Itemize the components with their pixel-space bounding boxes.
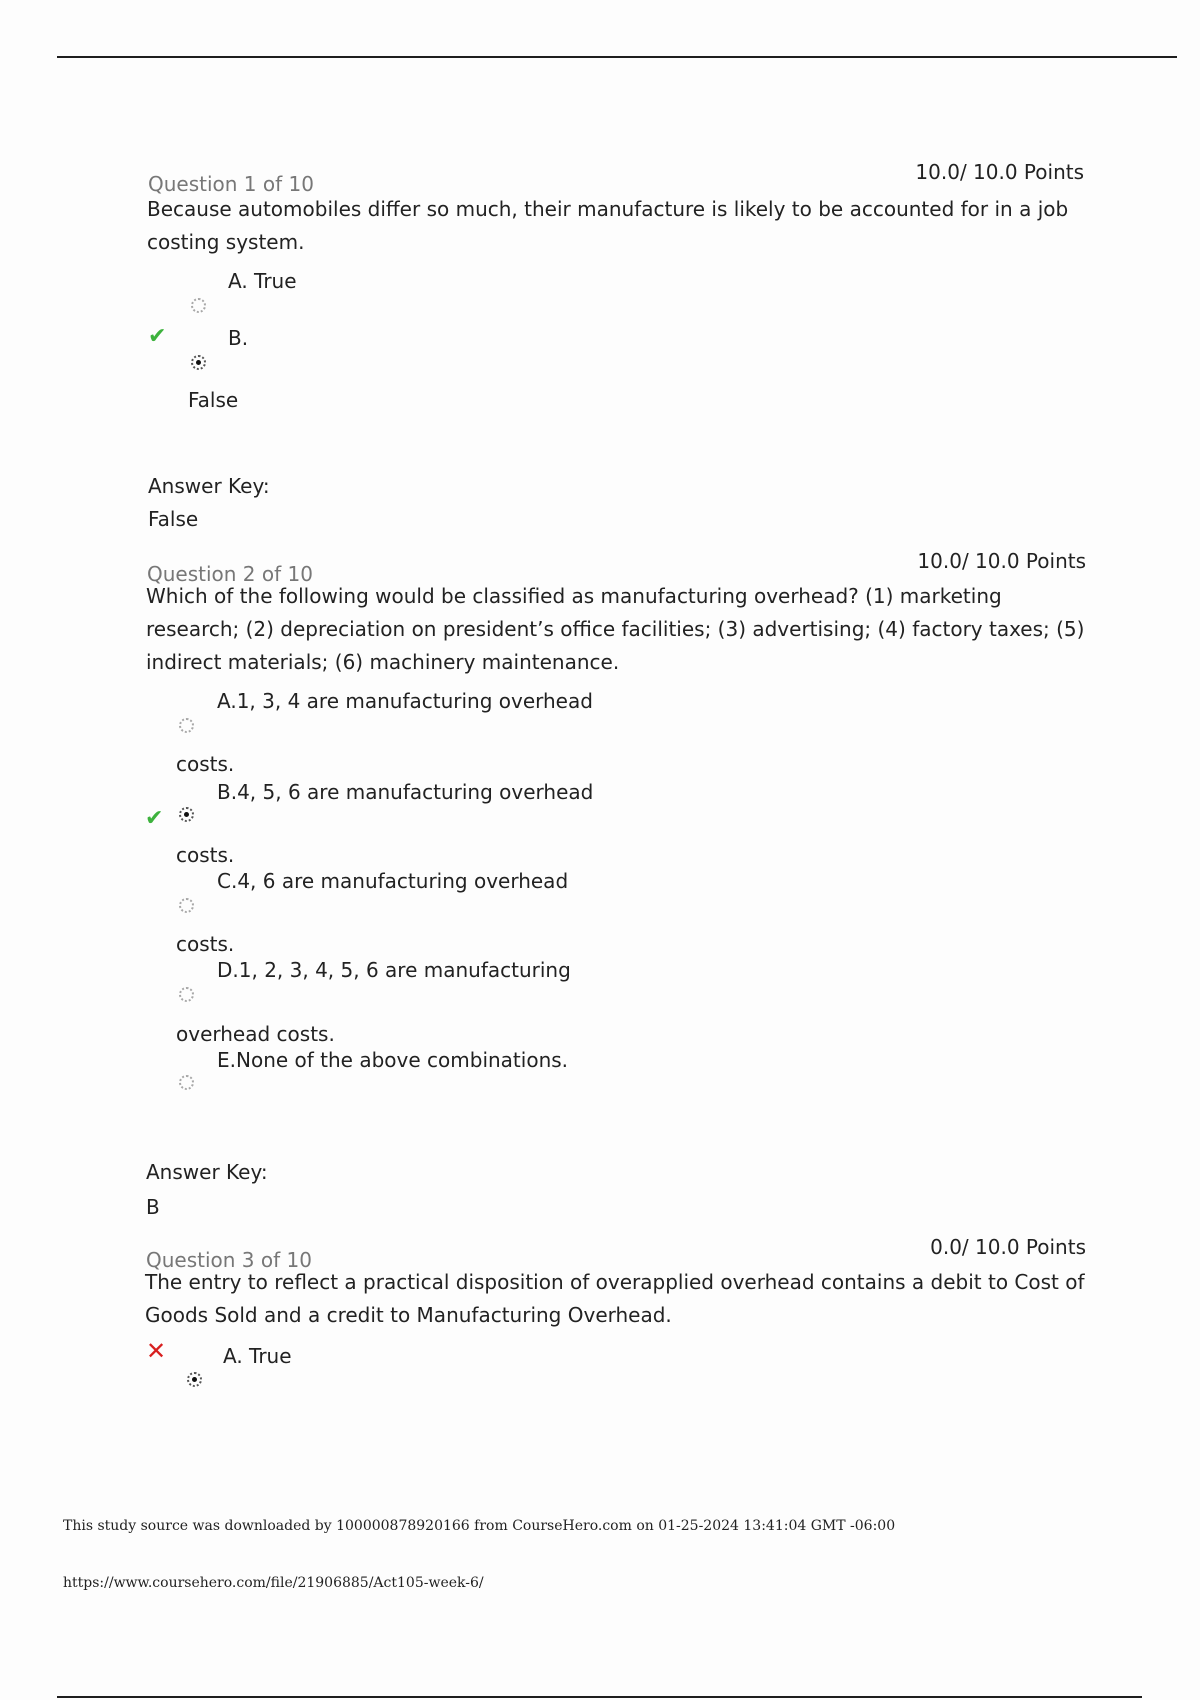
question-2-option-b-text: costs. (176, 843, 235, 867)
question-1-option-b-radio[interactable] (191, 355, 206, 370)
question-2-option-b-label: B.4, 5, 6 are manufacturing overhead (217, 780, 594, 804)
question-2-label: Question 2 of 10 (147, 562, 313, 586)
question-3-stem: The entry to reflect a practical disposition of overapplied overhead contains a debit to Cost of Goods Sold and a credit to Manufacturing Overhead. (145, 1270, 1085, 1327)
question-1-points: 10.0/ 10.0 Points (915, 160, 1084, 184)
question-1-label: Question 1 of 10 (148, 172, 314, 196)
question-2-option-a-text: costs. (176, 752, 235, 776)
checkmark-icon: ✔ (148, 324, 167, 349)
question-3-option-a-radio[interactable] (187, 1372, 202, 1387)
question-2-answer-key-label: Answer Key: (146, 1160, 268, 1184)
question-1-option-b-label: B. (228, 326, 249, 350)
question-1-option-a-label: A. True (228, 269, 297, 293)
question-2-option-e-label: E.None of the above combinations. (217, 1048, 569, 1072)
question-2-option-c-text: costs. (176, 932, 235, 956)
question-2-answer-key: B (146, 1195, 160, 1219)
question-1-option-a-radio[interactable] (191, 298, 206, 313)
x-mark-icon: ✕ (146, 1337, 167, 1365)
top-rule (57, 56, 1177, 58)
question-2-option-d-radio[interactable] (179, 987, 194, 1002)
question-2-option-d-label: D.1, 2, 3, 4, 5, 6 are manufacturing (217, 958, 571, 982)
bottom-rule (57, 1696, 1142, 1698)
question-2-option-b-radio[interactable] (179, 807, 194, 822)
footer-source-text: This study source was downloaded by 100000878920166 from CourseHero.com on 01-25-2024 13:41:04 GMT -06:00 (63, 1518, 896, 1534)
question-1-answer-key-label: Answer Key: (148, 474, 270, 498)
question-2-points: 10.0/ 10.0 Points (917, 549, 1086, 573)
question-3-points: 0.0/ 10.0 Points (930, 1235, 1086, 1259)
question-2-option-c-radio[interactable] (179, 898, 194, 913)
question-3-label: Question 3 of 10 (146, 1248, 312, 1272)
question-2-option-a-radio[interactable] (179, 718, 194, 733)
question-2-option-e-radio[interactable] (179, 1075, 194, 1090)
question-2-option-d-text: overhead costs. (176, 1022, 335, 1046)
footer-url[interactable]: https://www.coursehero.com/file/21906885/Act105-week-6/ (63, 1575, 484, 1591)
question-1-answer-key: False (148, 507, 199, 531)
question-1-stem: Because automobiles differ so much, their manufacture is likely to be accounted for in a job costing system. (147, 197, 1069, 254)
checkmark-icon: ✔ (145, 806, 164, 831)
question-1-option-b-text: False (188, 388, 239, 412)
question-2-option-a-label: A.1, 3, 4 are manufacturing overhead (217, 689, 593, 713)
question-2-option-c-label: C.4, 6 are manufacturing overhead (217, 869, 569, 893)
question-2-stem: Which of the following would be classified as manufacturing overhead? (1) marketing research; (2) depreciation on president’s office facilities; (3) advertising; (4) factory taxes; (5) indirect materials; (6) machinery maintenance. (146, 584, 1085, 674)
question-3-option-a-label: A. True (223, 1344, 292, 1368)
